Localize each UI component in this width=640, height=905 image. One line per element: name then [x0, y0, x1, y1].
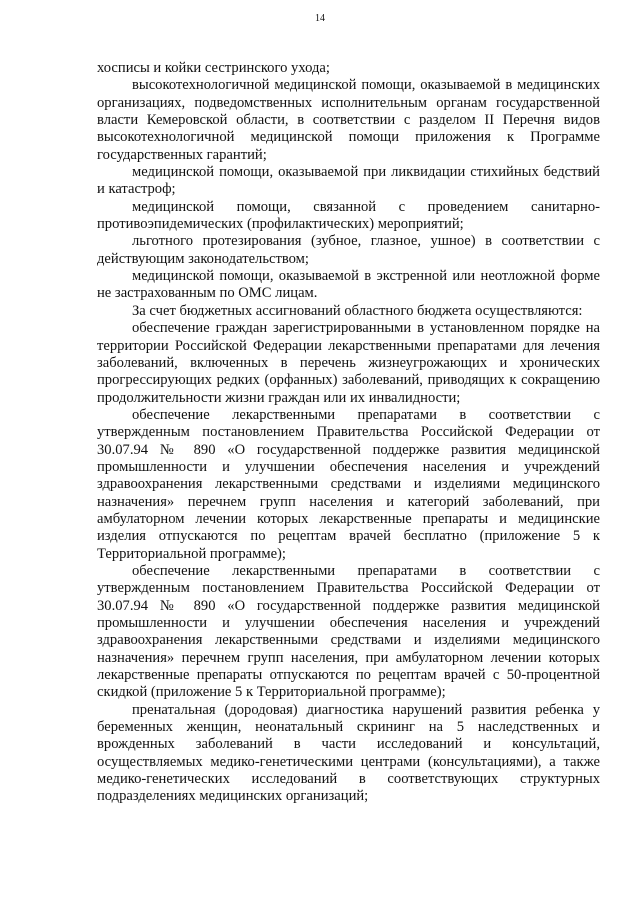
paragraph: медицинской помощи, оказываемой при ликвидации стихийных бедствий и катастроф;	[97, 164, 600, 198]
paragraph: льготного протезирования (зубное, глазное, ушное) в соответствии с действующим законодательством;	[97, 233, 600, 267]
paragraph: обеспечение лекарственными препаратами в соответствии с утвержденным постановлением Правительства Российской Федерации от 30.07.94 № 890 «О государственной поддержке развития медицинской промышленности и улучшении обеспечения населения и учреждений здравоохранения лекарственными средствами и изделиями медицинского назначения» перечнем групп населения, при амбулаторном лечении которых лекарственные препараты отпускаются по рецептам врачей с 50-процентной скидкой (приложение 5 к Территориальной программе);	[97, 562, 600, 701]
paragraph: медицинской помощи, связанной с проведением санитарно-противоэпидемических (профилактических) мероприятий;	[97, 198, 600, 233]
paragraph: За счет бюджетных ассигнований областного бюджета осуществляются:	[132, 302, 583, 319]
document-body	[97, 60, 600, 806]
paragraph: медицинской помощи, оказываемой в экстренной или неотложной форме не застрахованным по ОМС лицам.	[97, 268, 600, 302]
paragraph: пренатальная (дородовая) диагностика нарушений развития ребенка у беременных женщин, неонатальный скрининг на 5 наследственных и врожденных заболеваний в части исследований и консультаций, осуществляемых медико-генетическими центрами (консультациями), а также медико-генетических исследований в соответствующих структурных подразделениях медицинских организаций;	[97, 701, 600, 805]
paragraph: хосписы и койки сестринского ухода;	[97, 60, 330, 76]
paragraph: обеспечение лекарственными препаратами в соответствии с утвержденным постановлением Правительства Российской Федерации от 30.07.94 № 890 «О государственной поддержке развития медицинской промышленности и улучшении обеспечения населения и учреждений здравоохранения лекарственными средствами и изделиями медицинского назначения» перечнем групп населения и категорий заболеваний, при амбулаторном лечении которых лекарственные препараты и медицинские изделия отпускаются по рецептам врачей бесплатно (приложение 5 к Территориальной программе);	[97, 406, 600, 562]
paragraph: высокотехнологичной медицинской помощи, оказываемой в медицинских организациях, подведомственных исполнительным органам государственной власти Кемеровской области, в соответствии с разделом II Перечня видов высокотехнологичной медицинской помощи приложения к Программе государственных гарантий;	[97, 77, 600, 163]
paragraph: обеспечение граждан зарегистрированными в установленном порядке на территории Российской Федерации лекарственными препаратами для лечения заболеваний, включенных в перечень жизнеугрожающих и хронических прогрессирующих редких (орфанных) заболеваний, приводящих к сокращению продолжительности жизни граждан или их инвалидности;	[97, 320, 600, 406]
page-number: 14	[315, 13, 325, 24]
